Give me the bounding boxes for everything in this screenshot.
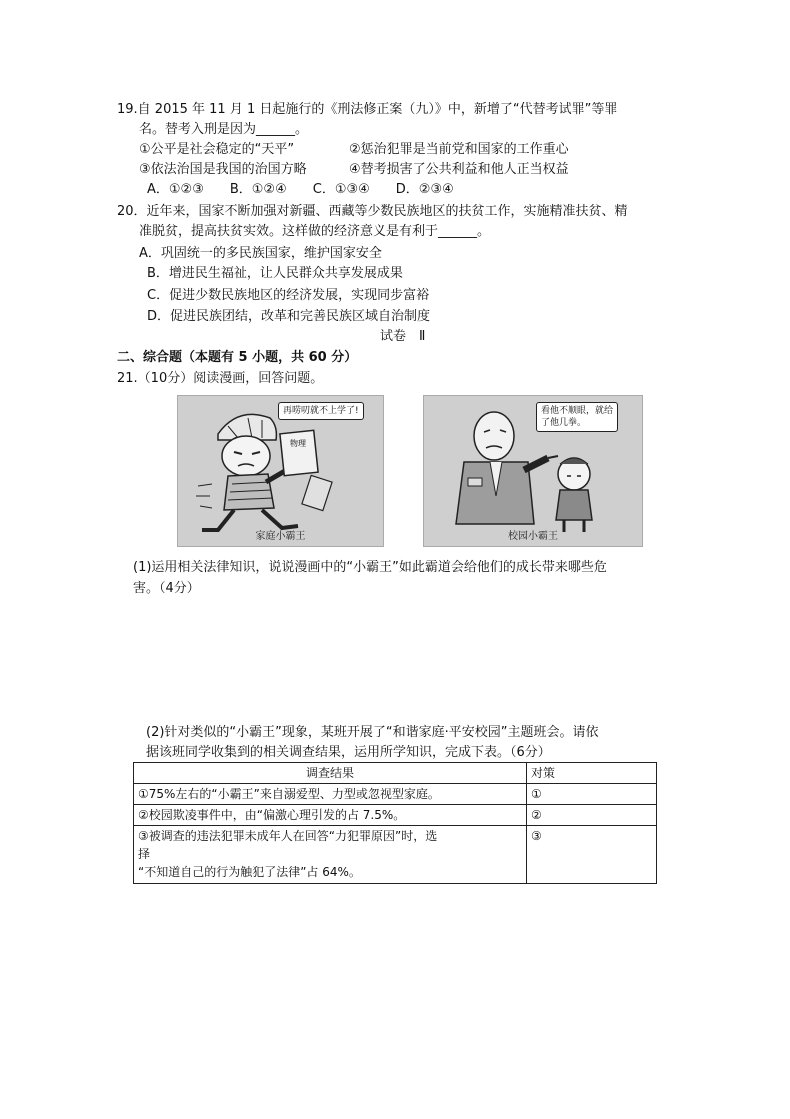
result-cell: ②校园欺凌事件中，由“偏激心理引发的占 7.5%。 [134,805,527,826]
q21-stem: 21.（10分）阅读漫画，回答问题。 [117,371,324,386]
q19-choices: A．①②③ B．①②④ C．①③④ D．②③④ [147,182,454,197]
q19-option-3: ③依法治国是我国的治国方略 [139,162,307,177]
table-row [134,784,657,805]
measure-cell: ③ [527,826,657,884]
result-cell-line3: “不知道自己的行为触犯了法律”占 64%。 [138,865,361,879]
survey-table [133,762,657,884]
q21-sub1-line1: (1)运用相关法律知识，说说漫画中的“小霸王”如此霸道会给他们的成长带来哪些危 [133,560,607,575]
q19-option-2: ②惩治犯罪是当前党和国家的工作重心 [349,142,569,157]
measure-cell: ① [527,784,657,805]
result-cell-line2: 择 [138,847,151,861]
cartoon-school-bully [423,395,643,547]
table-row [134,805,657,826]
home-bully-caption: 家庭小霸王 [255,531,306,542]
book-label: 物理 [290,439,306,448]
home-bully-speech-bubble: 再唠叨就不上学了! [278,402,364,420]
q20-stem-line2: 准脱贫，提高扶贫实效。这样做的经济意义是有利于______。 [139,224,491,239]
q19-option-1: ①公平是社会稳定的“天平” [139,142,295,157]
q20-option-d: D．促进民族团结，改革和完善民族区域自治制度 [147,309,431,324]
result-cell [134,826,527,884]
result-cell-line1: ③被调查的违法犯罪未成年人在回答“力犯罪原因”时，选 [138,829,438,843]
table-header-row [134,763,657,784]
q20-option-a: A．巩固统一的多民族国家，维护国家安全 [139,246,382,261]
q20-option-c: C．促进少数民族地区的经济发展，实现同步富裕 [147,288,430,303]
q20-stem-line1: 20．近年来，国家不断加强对新疆、西藏等少数民族地区的扶贫工作，实施精准扶贫、精 [117,204,628,219]
school-bully-speech-bubble [536,402,618,432]
school-bully-bubble-line1: 看他不顺眼，就给 [541,406,614,416]
q21-sub2-line2: 据该班同学收集到的相关调查结果，运用所学知识，完成下表。（6分） [146,745,551,760]
q19-stem-line1: 19.自 2015 年 11 月 1 日起施行的《刑法修正案（九）》中，新增了“代替考试罪”等罪 [117,102,618,117]
cartoon-home-bully [177,395,384,547]
school-bully-bubble-line2: 了他几拳。 [541,418,587,428]
q20-option-b: B．增进民生福祉，让人民群众共享发展成果 [147,266,403,281]
school-bully-caption: 校园小霸王 [508,531,558,542]
paper-2-label: 试卷 Ⅱ [380,329,426,344]
measure-cell: ② [527,805,657,826]
header-measure: 对策 [527,763,657,784]
result-cell: ①75%左右的“小霸王”来自溺爱型、力型或忽视型家庭。 [134,784,527,805]
q21-sub2-line1: (2)针对类似的“小霸王”现象，某班开展了“和谐家庭·平安校园”主题班会。请依 [146,725,599,740]
q21-sub1-line2: 害。（4分） [133,581,200,596]
q19-stem-line2: 名。替考入刑是因为______。 [139,122,309,137]
table-row [134,826,657,884]
q19-option-4: ④替考损害了公共利益和他人正当权益 [349,162,569,177]
header-survey-result: 调查结果 [134,763,527,784]
section-2-heading: 二、综合题（本题有 5 小题，共 60 分） [117,350,358,365]
